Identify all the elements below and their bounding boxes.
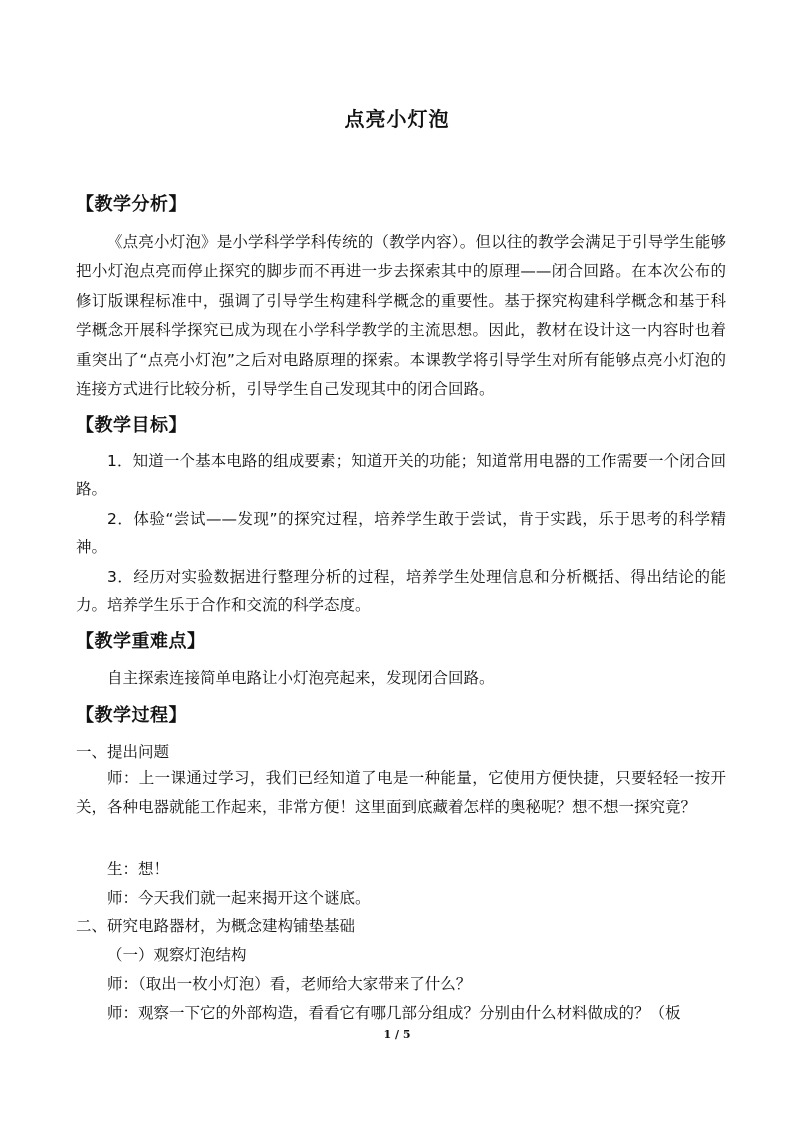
key-points-text: 自主探索连接简单电路让小灯泡亮起来，发现闭合回路。 <box>107 669 495 687</box>
heading-goals: 【教学目标】 <box>76 415 187 436</box>
step1-teacher2-text: 师：今天我们就一起来揭开这个谜底。 <box>107 889 371 907</box>
step2-title: 二、研究电路器材，为概念建构铺垫基础 <box>76 917 356 935</box>
goal-item-1: 1．知道一个基本电路的组成要素；知道开关的功能；知道常用电器的工作需要一个闭合回路。 <box>76 452 726 498</box>
document-title: 点亮小灯泡 <box>344 107 450 131</box>
heading-process: 【教学过程】 <box>76 705 187 726</box>
heading-analysis: 【教学分析】 <box>76 194 187 215</box>
heading-key-points: 【教学重难点】 <box>76 631 206 652</box>
goal-item-3: 3．经历对实验数据进行整理分析的过程，培养学生处理信息和分析概括、得出结论的能力。培养学生乐于合作和交流的科学态度。 <box>76 568 726 614</box>
step2-subtitle: （一）观察灯泡结构 <box>107 946 247 964</box>
goal-item-2: 2．体验“尝试——发现”的探究过程，培养学生敢于尝试，肯于实践，乐于思考的科学精神。 <box>76 510 726 556</box>
step1-title: 一、提出问题 <box>76 743 170 761</box>
page-number: 1 / 5 <box>383 1028 411 1041</box>
analysis-paragraph: 《点亮小灯泡》是小学科学学科传统的（教学内容）。但以往的教学会满足于引导学生能够把小灯泡点亮而停止探究的脚步而不再进一步去探索其中的原理——闭合回路。在本次公布的修订版课程标准中，强调了引导学生构建科学概念的重要性。基于探究构建科学概念和基于科学概念开展科学探究已成为现在小学科学教学的主流思想。因此，教材在设计这一内容时也着重突出了“点亮小灯泡”之后对电路原理的探索。本课教学将引导学生对所有能够点亮小灯泡的连接方式进行比较分析，引导学生自己发现其中的闭合回路。 <box>76 233 726 399</box>
step1-teacher-text: 师：上一课通过学习，我们已经知道了电是一种能量，它使用方便快捷，只要轻轻一按开关，各种电器就能工作起来，非常方便！这里面到底藏着怎样的奥秘呢？想不想一探究竟？ <box>76 769 726 817</box>
step1-student-text: 生：想！ <box>107 860 170 878</box>
step2-teacher1-text: 师：（取出一枚小灯泡）看，老师给大家带来了什么？ <box>107 975 472 993</box>
step2-teacher2-text: 师：观察一下它的外部构造，看看它有哪几部分组成？分别由什么材料做成的？（板 <box>107 1004 681 1022</box>
